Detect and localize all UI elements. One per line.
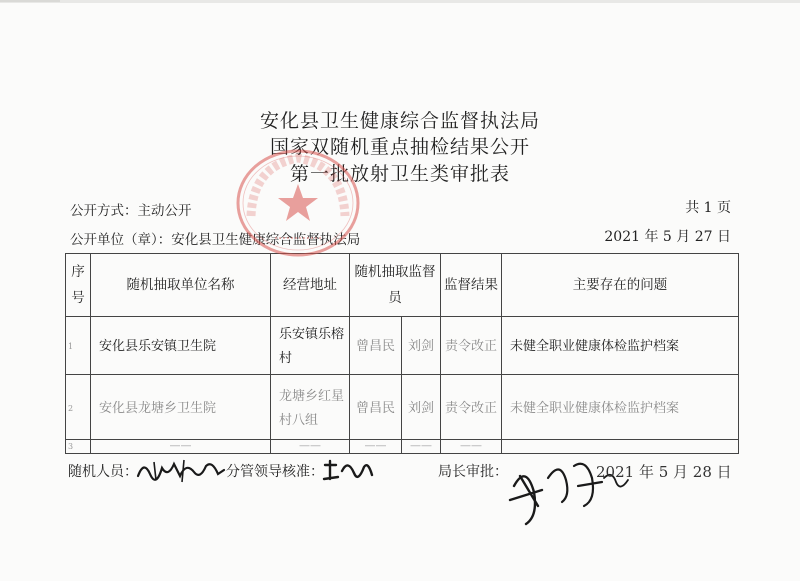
row-number: 3 — [66, 439, 91, 453]
inspector-name: 曾昌民 — [350, 375, 402, 440]
table-row — [66, 316, 739, 375]
col-header-unit: 随机抽取单位名称 — [91, 254, 271, 317]
inspector-name: 刘剑 — [402, 316, 441, 375]
address: 乐安镇乐榕村 — [271, 316, 350, 375]
inspector-name: 曾昌民 — [350, 316, 402, 375]
random-staff-signature-icon — [134, 456, 226, 484]
row-number: 1 — [66, 316, 91, 375]
col-header-inspector: 随机抽取监督员 — [350, 254, 441, 317]
empty-cell: —— — [271, 439, 350, 453]
title-batch: 第一批放射卫生类审批表 — [289, 163, 510, 185]
leader-review-label: 分管领导核准： — [226, 464, 324, 480]
title-subject: 国家双随机重点抽检结果公开 — [269, 136, 530, 158]
unit-name: 安化县乐安镇卫生院 — [91, 316, 271, 375]
scan-corner — [0, 0, 60, 2]
director-review-label: 局长审批： — [438, 464, 508, 480]
empty-cell: —— — [350, 439, 402, 453]
col-header-problem: 主要存在的问题 — [502, 254, 739, 317]
result-table — [65, 253, 739, 454]
table-header-row — [66, 254, 739, 317]
empty-cell: —— — [402, 439, 441, 453]
inspector-name: 刘剑 — [402, 375, 441, 440]
problem: 未健全职业健康体检监护档案 — [502, 375, 739, 440]
col-header-result: 监督结果 — [441, 254, 502, 317]
unit-name: 安化县龙塘乡卫生院 — [91, 375, 271, 440]
empty-cell: —— — [441, 439, 502, 453]
scan-edge — [0, 0, 800, 3]
col-header-address: 经营地址 — [271, 254, 350, 317]
problem: 未健全职业健康体检监护档案 — [502, 316, 739, 375]
publish-unit: 公开单位（章）：安化县卫生健康综合监督执法局 — [70, 232, 361, 248]
empty-cell — [502, 439, 739, 453]
publish-date: 2021 年 5 月 27 日 — [604, 229, 731, 245]
table-row — [66, 375, 739, 440]
official-seal-icon — [233, 146, 363, 261]
leader-signature-icon — [322, 457, 374, 485]
page-count: 共 1 页 — [685, 200, 731, 216]
empty-cell: —— — [91, 439, 271, 453]
result: 责令改正 — [441, 375, 502, 440]
result: 责令改正 — [441, 316, 502, 375]
approval-date: 2021 年 5 月 28 日 — [596, 463, 732, 481]
publish-method: 公开方式：主动公开 — [70, 203, 192, 219]
address: 龙塘乡红星村八组 — [271, 375, 350, 440]
random-staff-label: 随机人员： — [68, 464, 138, 480]
row-number: 2 — [66, 375, 91, 440]
col-header-no: 序号 — [66, 254, 91, 317]
table-row — [66, 439, 739, 453]
title-agency: 安化县卫生健康综合监督执法局 — [259, 110, 540, 132]
